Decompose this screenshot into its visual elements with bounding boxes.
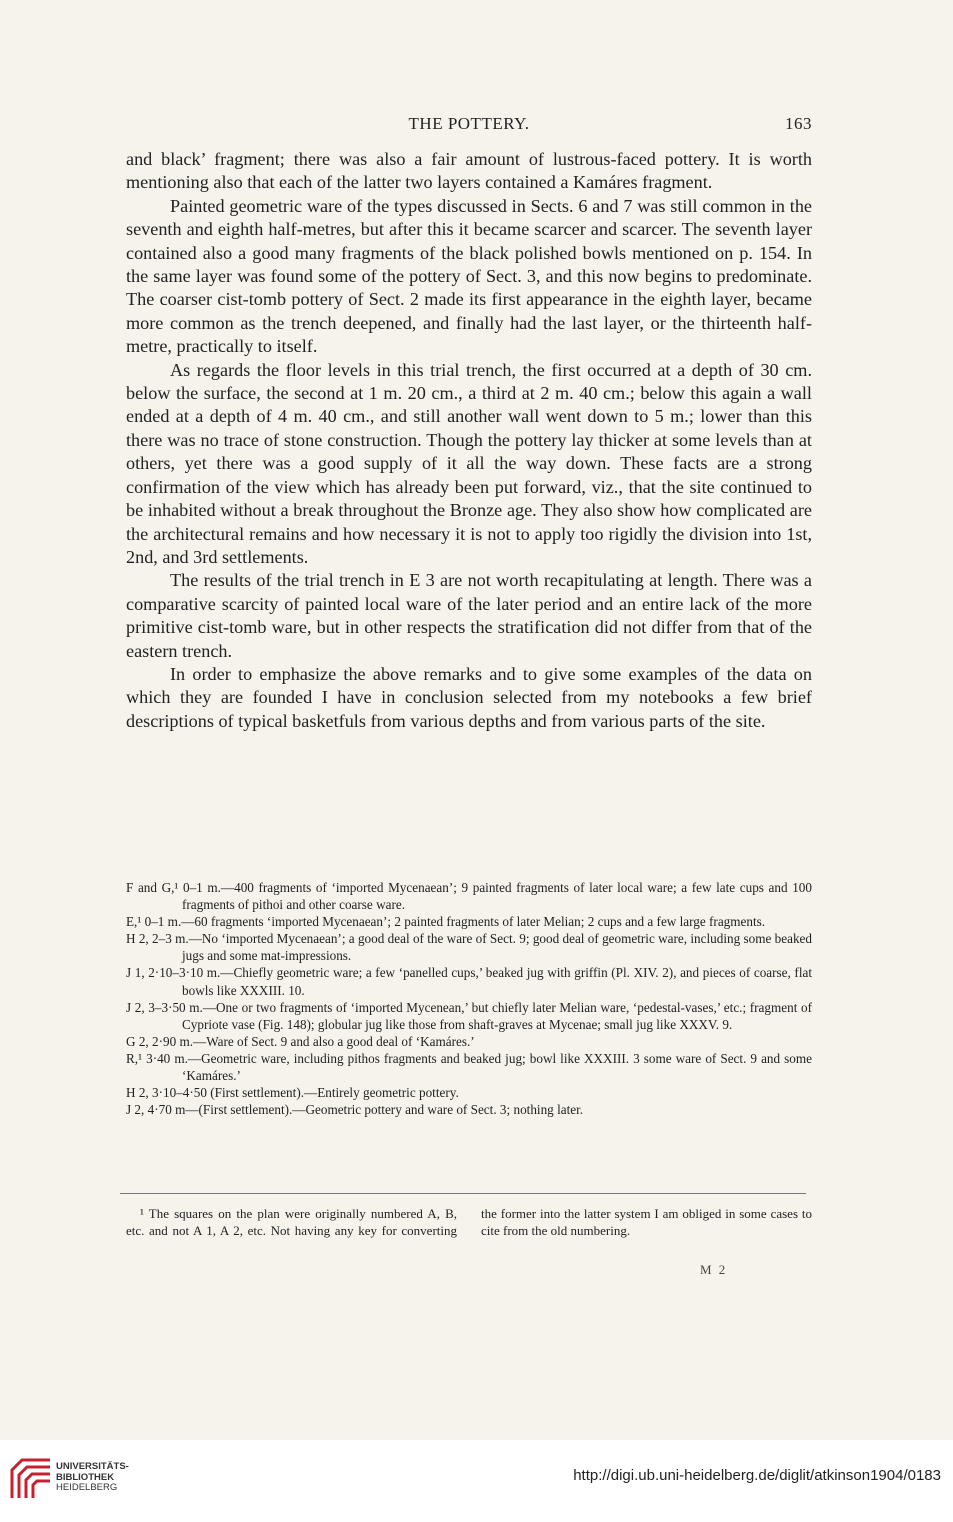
library-name (56, 1462, 129, 1494)
basket-entry: E,¹ 0–1 m.—60 fragments ‘imported Mycenaean’; 2 painted fragments of later Melian; 2 cups and a few large fragments. (126, 914, 766, 930)
basket-entry: J 2, 3–3·50 m.—One or two fragments of ‘imported Mycenean,’ but chiefly later Melian ware, ‘pedestal-vases,’ etc.; fragment of Cypriote vase (Fig. 148); globular jug like those from shaft-graves at Mycenae; small jug like XXXV. 9. (126, 999, 812, 1032)
basket-entry: R,¹ 3·40 m.—Geometric ware, including pithos fragments and beaked jug; bowl like XXXIII. 3 some ware of Sect. 9 and some ‘Kamáres.’ (126, 1050, 812, 1084)
library-line3: HEIDELBERG (56, 1482, 118, 1493)
basket-entry: H 2, 2–3 m.—No ‘imported Mycenaean’; a good deal of the ware of Sect. 9; good deal of geometric ware, including some beaked jugs and some mat-impressions. (126, 931, 812, 964)
library-line2: BIBLIOTHEK (56, 1471, 115, 1483)
basket-entries (126, 879, 812, 1118)
running-title: THE POTTERY. (408, 114, 530, 133)
printer-signature: M 2 (700, 1262, 728, 1277)
paragraph: Painted geometric ware of the types discussed in Sects. 6 and 7 was still common in the seventh and eighth half-metres, but after this it became scarcer and scarcer. The seventh layer contained also a good many fragments of the black polished bowls mentioned on p. 154. In the same layer was found some of the pottery of Sect. 3, and this now begins to predominate. The coarser cist-tomb pottery of Sect. 2 made its first appearance in the eighth layer, became more common as the trench deepened, and finally had the last layer, or the thirteenth half-metre, practically to itself. (126, 195, 812, 357)
basket-entry: G 2, 2·90 m.—Ware of Sect. 9 and also a good deal of ‘Kamáres.’ (126, 1033, 475, 1049)
paragraph: In order to emphasize the above remarks and to give some examples of the data on which they are founded I have in conclusion selected from my notebooks a few brief descriptions of typical basketfuls from various depths and from various parts of the site. (126, 663, 812, 731)
viewer-footer (0, 1440, 953, 1522)
footnote-divider (120, 1193, 806, 1194)
page-number: 163 (785, 114, 812, 133)
paragraph: The results of the trial trench in E 3 are not worth recapitulating at length. There was a comparative scarcity of painted local ware of the later period and an entire lack of the more primitive cist-tomb ware, but in other respects the stratification did not differ from that of the eastern trench. (126, 570, 812, 661)
paragraph: and black’ fragment; there was also a fair amount of lustrous-faced pottery. It is worth mentioning also that each of the latter two layers contained a Kamáres fragment. (126, 149, 812, 193)
basket-entry: F and G,¹ 0–1 m.—400 fragments of ‘imported Mycenaean’; 9 painted fragments of later local ware; a few late cups and 100 fragments of pithoi and other coarse ware. (126, 880, 812, 913)
university-library-logo-icon (8, 1456, 54, 1502)
body-text (126, 148, 812, 733)
permalink-url[interactable]: http://digi.ub.uni-heidelberg.de/diglit/atkinson1904/0183 (573, 1467, 941, 1484)
paragraph: As regards the floor levels in this trial trench, the first occurred at a depth of 30 cm. below the surface, the second at 1 m. 20 cm., a third at 2 m. 40 cm.; below this again a wall ended at a depth of 4 m. 40 cm., and still another wall went down to 5 m.; lower than this there was no trace of stone construction. Though the pottery lay thicker at some levels than at others, yet there was a good supply of it all the way down. These facts are a strong confirmation of the view which has already been put forward, viz., that the site continued to be inhabited without a break throughout the Bronze age. They also show how complicated are the architectural remains and how necessary it is not to apply too rigidly the division into 1st, 2nd, and 3rd settlements. (126, 359, 812, 567)
basket-entry: J 1, 2·10–3·10 m.—Chiefly geometric ware; a few ‘panelled cups,’ beaked jug with griffin (Pl. XIV. 2), and pieces of coarse, flat bowls like XXXIII. 10. (126, 965, 812, 998)
basket-entry: H 2, 3·10–4·50 (First settlement).—Entirely geometric pottery. (126, 1085, 459, 1101)
basket-entry: J 2, 4·70 m—(First settlement).—Geometric pottery and ware of Sect. 3; nothing later. (126, 1102, 584, 1118)
library-line1: UNIVERSITÄTS- (56, 1461, 129, 1472)
footnote-text: ¹ The squares on the plan were originally numbered A, B, etc. and not A 1, A 2, etc. Not having any key for converting the former into the latter system I am obliged in some cases to cite from the old numbering. (126, 1206, 812, 1238)
footnote (126, 1205, 812, 1239)
